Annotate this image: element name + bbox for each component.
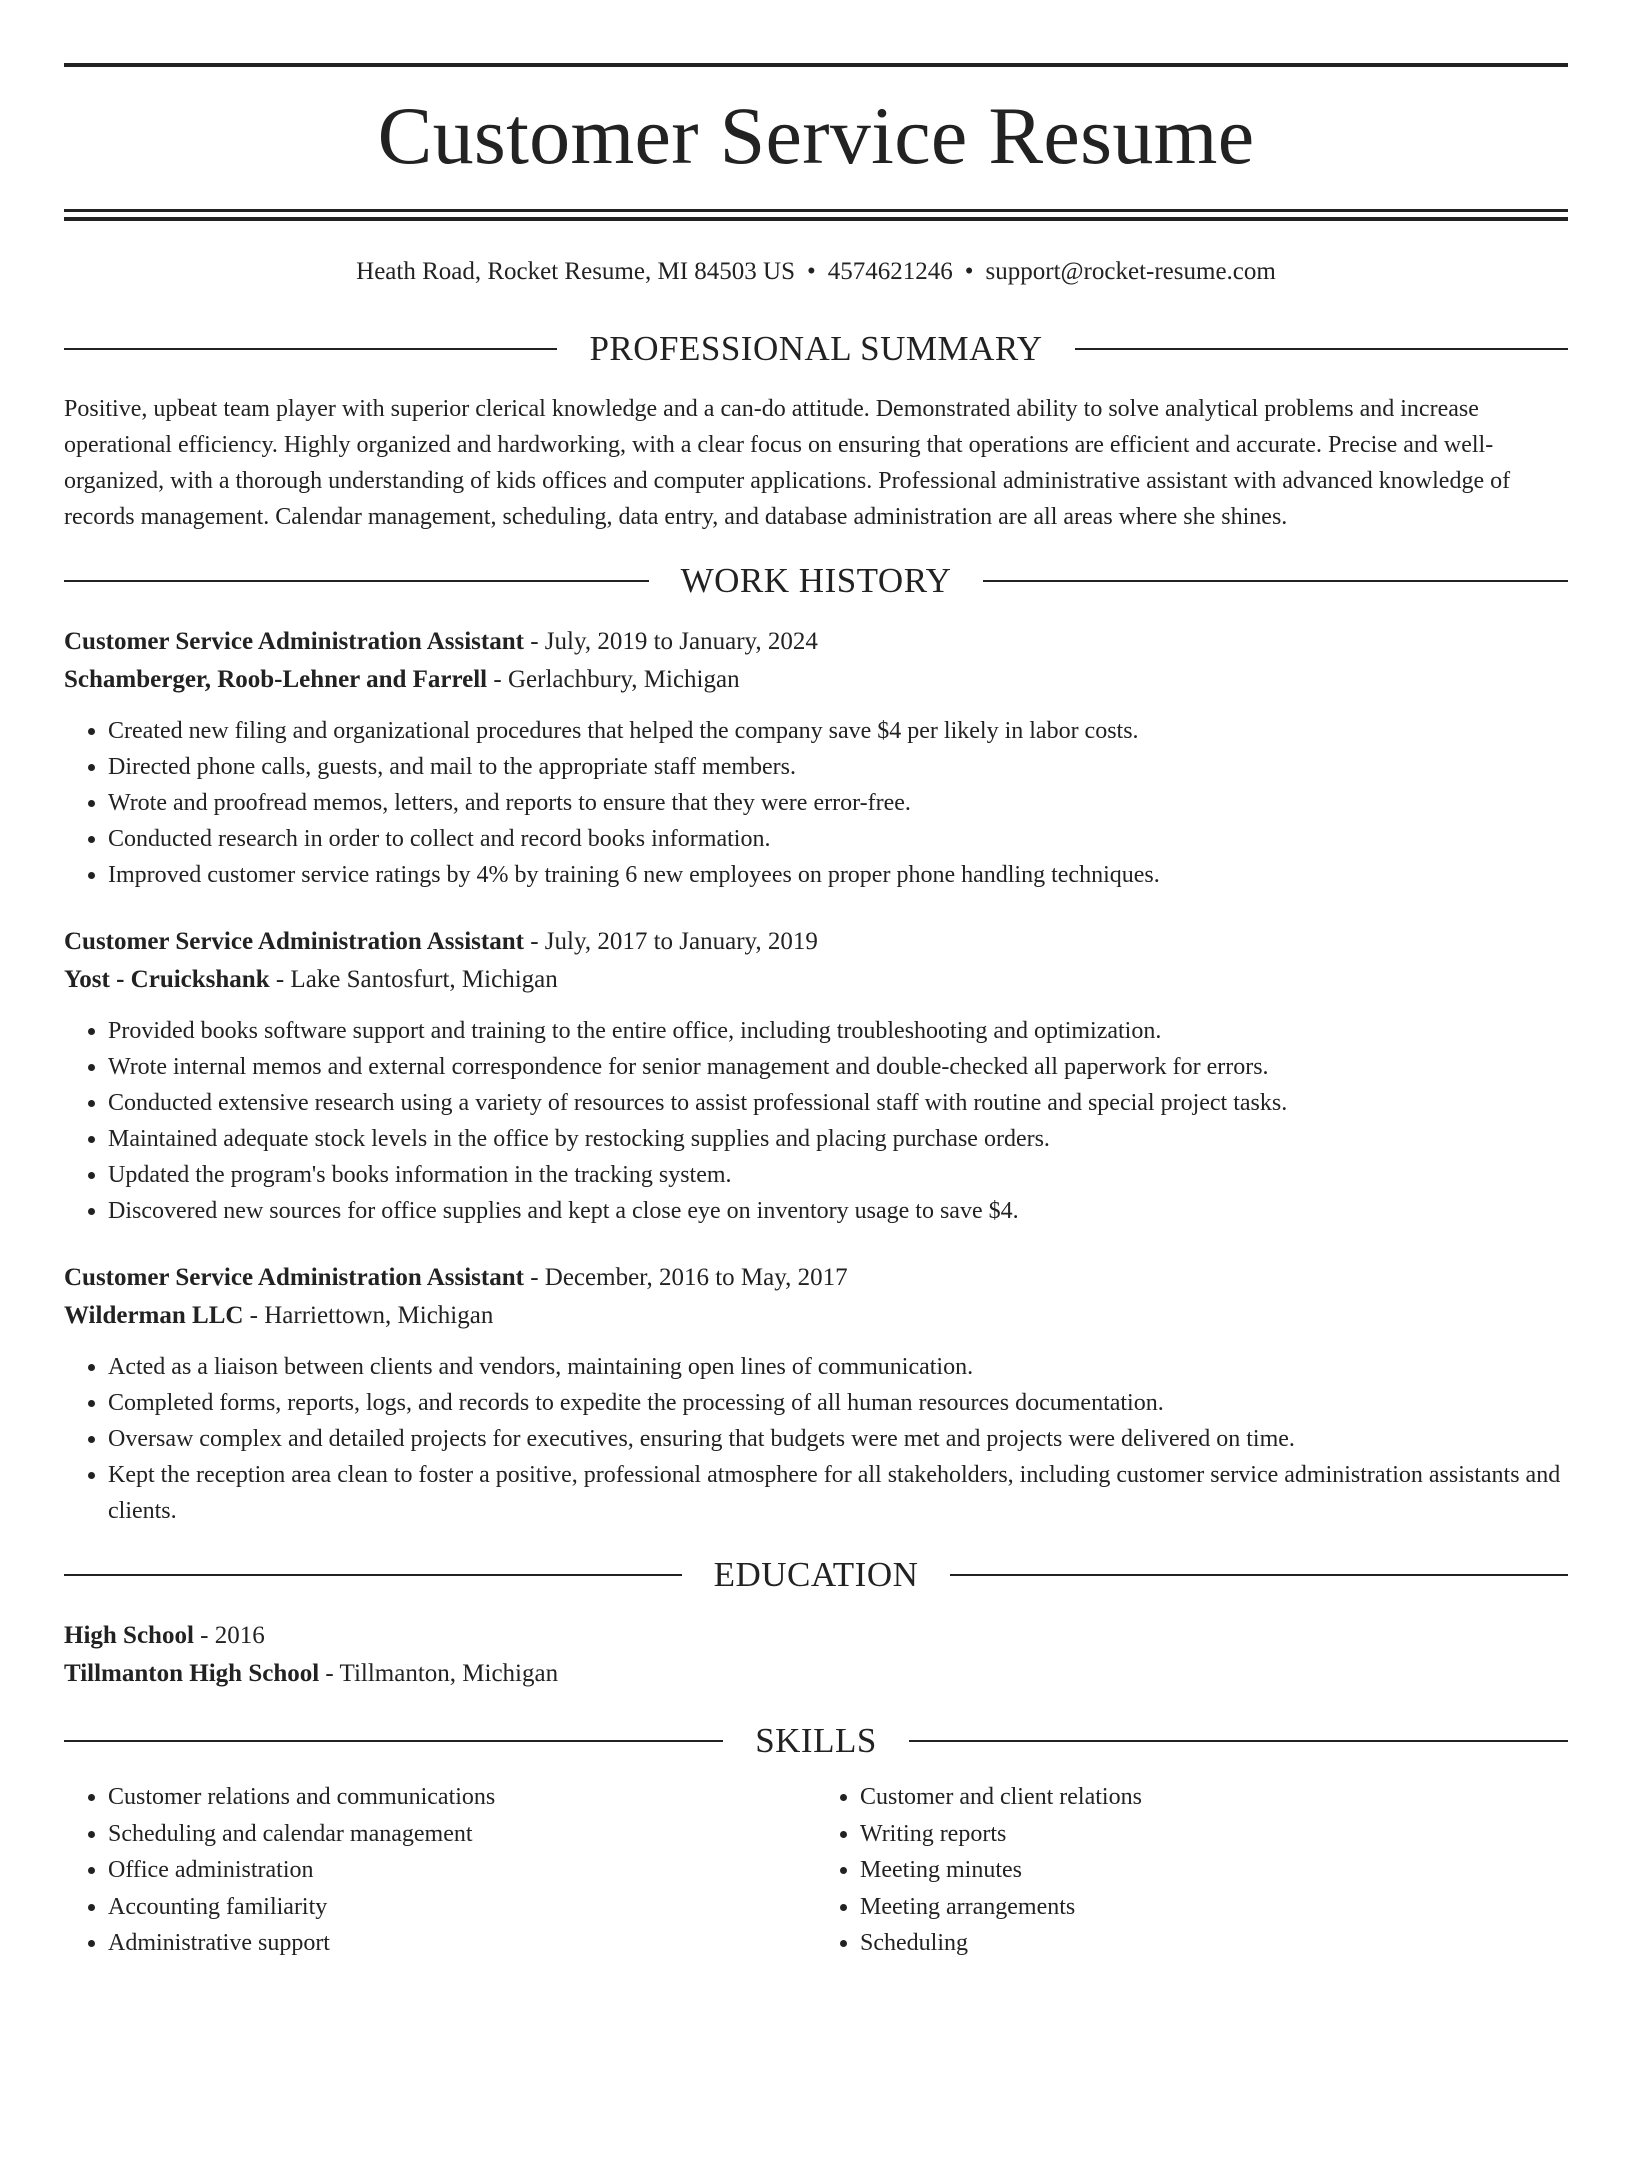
contact-line [64,255,1568,289]
list-item: • Discovered new sources for office supplies and kept a close eye on inventory usage to save $4. [108,1193,1568,1229]
job-location: - Lake Santosfurt, Michigan [269,966,558,993]
list-item: • Meeting minutes [860,1852,1568,1889]
contact-address: Heath Road, Rocket Resume, MI 84503 US [356,258,795,285]
list-item: • Kept the reception area clean to foster a positive, professional atmosphere for all stakeholders, including customer service administration assistants and clients. [108,1457,1568,1529]
list-item: • Directed phone calls, guests, and mail to the appropriate staff members. [108,749,1568,785]
job-company-line [64,661,1568,699]
list-item: • Scheduling [860,1925,1568,1962]
education-entry [64,1617,1568,1693]
list-item: • Wrote internal memos and external correspondence for senior management and double-checked all paperwork for errors. [108,1049,1568,1085]
section-heading-summary [64,329,1568,369]
job-dates: - July, 2017 to January, 2019 [523,928,818,955]
list-item: • Conducted extensive research using a variety of resources to assist professional staff with routine and special project tasks. [108,1085,1568,1121]
heading-rule [983,580,1568,582]
job-entry [64,923,1568,1229]
list-item: • Improved customer service ratings by 4% by training 6 new employees on proper phone handling techniques. [108,857,1568,893]
resume-title: Customer Service Resume [377,90,1255,181]
job-bullets [64,1013,1568,1229]
job-entry [64,623,1568,893]
list-item: • Customer and client relations [860,1779,1568,1816]
list-item: • Conducted research in order to collect and record books information. [108,821,1568,857]
contact-email: support@rocket-resume.com [985,258,1276,285]
list-item: • Oversaw complex and detailed projects for executives, ensuring that budgets were met and projects were delivered on time. [108,1421,1568,1457]
heading-rule [64,1574,682,1576]
job-company-line [64,1297,1568,1335]
list-item: • Completed forms, reports, logs, and records to expedite the processing of all human resources documentation. [108,1385,1568,1421]
list-item: • Wrote and proofread memos, letters, and reports to ensure that they were error-free. [108,785,1568,821]
job-company: Schamberger, Roob-Lehner and Farrell [64,666,488,693]
list-item: • Scheduling and calendar management [108,1816,816,1853]
job-company-line [64,961,1568,999]
title-double-rule [64,209,1568,221]
heading-rule [1075,348,1568,350]
job-location: - Harriettown, Michigan [243,1302,494,1329]
job-bullets [64,713,1568,893]
job-company: Wilderman LLC [64,1302,244,1329]
education-year: - 2016 [193,1622,265,1649]
summary-text: Positive, upbeat team player with superior clerical knowledge and a can-do attitude. Demonstrated ability to solve analytical problems and increase operational efficiency. Highly organized and hardworking, with a clear focus on ensuring that operations are efficient and accurate. Precise and well-organized, with a thorough understanding of kids offices and computer applications. Professional administrative assistant with advanced knowledge of records management. Calendar management, scheduling, data entry, and database administration are all areas where she shines. [64,396,1511,530]
heading-rule [64,348,557,350]
skills-column-left [64,1779,816,1962]
list-item: • Created new filing and organizational procedures that helped the company save $4 per likely in labor costs. [108,713,1568,749]
list-item: • Writing reports [860,1816,1568,1853]
section-heading-skills [64,1721,1568,1761]
job-bullets [64,1349,1568,1529]
heading-rule [64,1740,723,1742]
section-title: EDUCATION [713,1555,919,1594]
list-item: • Maintained adequate stock levels in the office by restocking supplies and placing purchase orders. [108,1121,1568,1157]
education-location: - Tillmanton, Michigan [319,1660,559,1687]
job-entry [64,1259,1568,1529]
job-title: Customer Service Administration Assistant [64,928,524,955]
contact-phone: 4574621246 [827,258,953,285]
job-title: Customer Service Administration Assistant [64,628,524,655]
section-title: PROFESSIONAL SUMMARY [589,329,1043,368]
education-school-line [64,1655,1568,1693]
job-title-line [64,923,1568,961]
section-title: WORK HISTORY [680,561,952,600]
resume-page [0,63,1632,2175]
job-title-line [64,1259,1568,1297]
job-company: Yost - Cruickshank [64,966,270,993]
job-dates: - December, 2016 to May, 2017 [523,1264,848,1291]
job-location: - Gerlachbury, Michigan [487,666,740,693]
education-degree: High School [64,1622,194,1649]
section-heading-work-history [64,561,1568,601]
list-item: • Provided books software support and training to the entire office, including troubleshooting and optimization. [108,1013,1568,1049]
contact-separator: • [964,258,974,285]
list-item: • Administrative support [108,1925,816,1962]
heading-rule [950,1574,1568,1576]
list-item: • Office administration [108,1852,816,1889]
top-rule [64,63,1568,67]
skills-column-right [816,1779,1568,1962]
list-item: • Updated the program's books information in the tracking system. [108,1157,1568,1193]
education-school: Tillmanton High School [64,1660,320,1687]
skills-list [64,1779,1568,1962]
job-title-line [64,623,1568,661]
section-title: SKILLS [755,1721,877,1760]
list-item: • Acted as a liaison between clients and vendors, maintaining open lines of communication. [108,1349,1568,1385]
contact-separator: • [807,258,816,285]
heading-rule [909,1740,1568,1742]
job-dates: - July, 2019 to January, 2024 [523,628,818,655]
list-item: • Meeting arrangements [860,1889,1568,1926]
education-degree-line [64,1617,1568,1655]
heading-rule [64,580,649,582]
list-item: • Accounting familiarity [108,1889,816,1926]
section-heading-education [64,1555,1568,1595]
list-item: • Customer relations and communications [108,1779,816,1816]
job-title: Customer Service Administration Assistant [64,1264,524,1291]
